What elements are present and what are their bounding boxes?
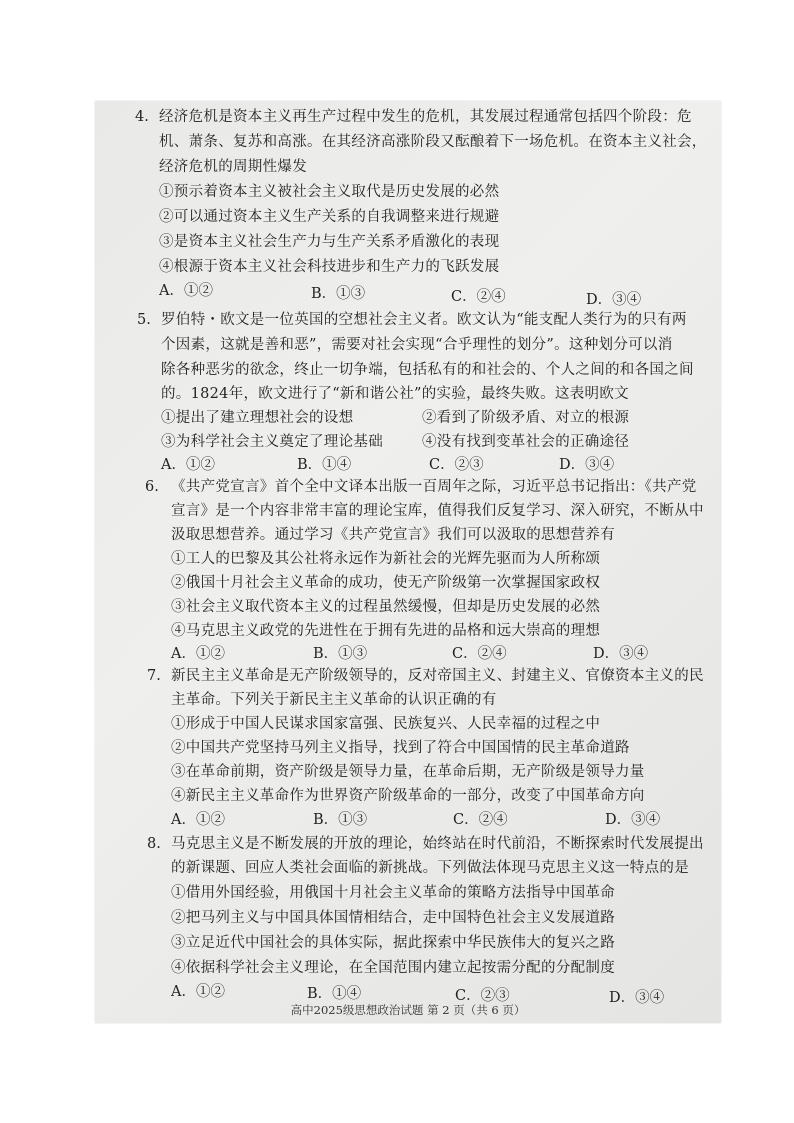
- question-number: 4.: [135, 109, 149, 125]
- question-stem-line: 除各种恶劣的欲念，终止一切争端，包括私有的和社会的、个人之间的和各国之间: [161, 362, 694, 378]
- option-a: A．①②: [159, 283, 213, 299]
- question-stem-line: 马克思主义是不断发展的开放的理论，始终站在时代前沿，不断探索时代发展提出: [171, 836, 704, 852]
- question-stem-line: 个因素，这就是善和恶”，需要对社会实现“合乎理性的划分”。这种划分可以消: [161, 337, 673, 353]
- statement: ③为科学社会主义奠定了理论基础: [161, 434, 383, 450]
- question-stem-line: 经济危机是资本主义再生产过程中发生的危机，其发展过程通常包括四个阶段：危: [159, 109, 692, 125]
- statement: ②把马列主义与中国具体国情相结合，走中国特色社会主义发展道路: [171, 910, 615, 926]
- option-d: D．③④: [586, 292, 642, 308]
- statement: ③社会主义取代资本主义的过程虽然缓慢，但却是历史发展的必然: [171, 599, 601, 615]
- question-stem-line: 罗伯特・欧文是一位英国的空想社会主义者。欧文认为“能支配人类行为的只有两: [161, 312, 687, 328]
- statement: ②俄国十月社会主义革命的成功，使无产阶级第一次掌握国家政权: [171, 575, 601, 591]
- option-b: B．①③: [313, 646, 368, 662]
- statement: ②看到了阶级矛盾、对立的根源: [422, 410, 630, 426]
- statement: ③立足近代中国社会的具体实际，据此探索中华民族伟大的复兴之路: [171, 935, 615, 951]
- option-c: C．②④: [451, 289, 506, 305]
- question-stem-line: 经济危机的周期性爆发: [159, 159, 307, 175]
- statement: ③是资本主义社会生产力与生产关系矛盾激化的表现: [159, 234, 500, 250]
- question-number: 8.: [147, 836, 161, 852]
- option-b: B．①③: [313, 812, 368, 828]
- statement: ①借用外国经验，用俄国十月社会主义革命的策略方法指导中国革命: [171, 885, 615, 901]
- statement: ②中国共产党坚持马列主义指导，找到了符合中国国情的民主革命道路: [171, 740, 630, 756]
- question-number: 6.: [145, 479, 159, 495]
- question-stem-line: 汲取思想营养。通过学习《共产党宣言》我们可以汲取的思想营养有: [171, 527, 615, 543]
- option-a: A．①②: [171, 646, 225, 662]
- question-stem-line: 《共产党宣言》首个全中文译本出版一百周年之际，习近平总书记指出：《共产党: [171, 479, 697, 495]
- question-stem-line: 新民主主义革命是无产阶级领导的，反对帝国主义、封建主义、官僚资本主义的民: [171, 668, 704, 684]
- statement: ①预示着资本主义被社会主义取代是历史发展的必然: [159, 184, 500, 200]
- option-c: C．②③: [429, 457, 484, 473]
- option-d: D．③④: [559, 457, 615, 473]
- statement: ④马克思主义政党的先进性在于拥有先进的品格和远大崇高的理想: [171, 623, 601, 639]
- option-d: D．③④: [609, 990, 665, 1006]
- option-a: A．①②: [171, 984, 225, 1000]
- option-c: C．②④: [453, 812, 508, 828]
- page-footer: 高中2025级思想政治试题 第 2 页（共 6 页）: [290, 1003, 526, 1017]
- statement: ①形成于中国人民谋求国家富强、民族复兴、人民幸福的过程之中: [171, 716, 601, 732]
- question-stem-line: 的新课题、回应人类社会面临的新挑战。下列做法体现马克思主义这一特点的是: [171, 860, 689, 876]
- option-b: B．①④: [297, 457, 352, 473]
- statement: ④新民主主义革命作为世界资产阶级革命的一部分，改变了中国革命方向: [171, 788, 645, 804]
- question-stem-line: 的。1824年，欧文进行了“新和谐公社”的实验，最终失败。这表明欧文: [161, 386, 629, 402]
- question-stem-line: 机、萧条、复苏和高涨。在其经济高涨阶段又酝酿着下一场危机。在资本主义社会，: [159, 134, 707, 150]
- statement: ①工人的巴黎及其公社将永远作为新社会的光辉先驱而为人所称颂: [171, 551, 601, 567]
- exam-page: [95, 101, 721, 1023]
- option-c: C．②④: [452, 646, 507, 662]
- option-b: B．①③: [311, 286, 366, 302]
- question-stem-line: 主革命。下列关于新民主主义革命的认识正确的有: [171, 692, 497, 708]
- statement: ③在革命前期，资产阶级是领导力量，在革命后期，无产阶级是领导力量: [171, 764, 645, 780]
- statement: ②可以通过资本主义生产关系的自我调整来进行规避: [159, 209, 500, 225]
- statement: ④没有找到变革社会的正确途径: [422, 434, 630, 450]
- statement: ④依据科学社会主义理论，在全国范围内建立起按需分配的分配制度: [171, 960, 615, 976]
- option-a: A．①②: [161, 457, 215, 473]
- statement: ④根源于资本主义社会科技进步和生产力的飞跃发展: [159, 259, 500, 275]
- option-d: D．③④: [593, 646, 649, 662]
- question-stem-line: 宣言》是一个内容非常丰富的理论宝库，值得我们反复学习、深入研究，不断从中: [171, 503, 704, 519]
- option-d: D．③④: [605, 812, 661, 828]
- statement: ①提出了建立理想社会的设想: [161, 410, 354, 426]
- option-c: C．②③: [455, 988, 510, 1004]
- option-b: B．①④: [307, 986, 362, 1002]
- option-a: A．①②: [171, 812, 225, 828]
- question-number: 5.: [137, 312, 151, 328]
- question-number: 7.: [147, 668, 161, 684]
